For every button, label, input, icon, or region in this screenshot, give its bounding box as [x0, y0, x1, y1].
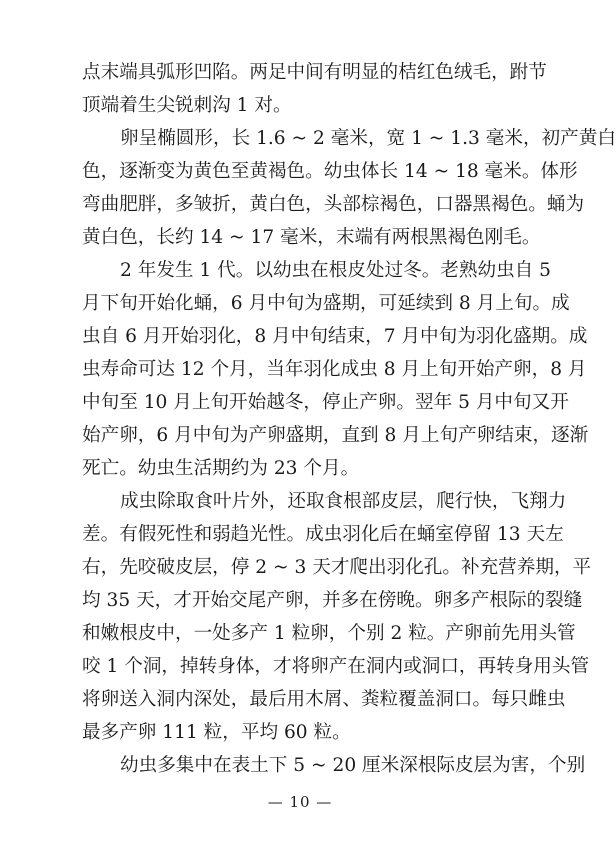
text-line: 卵呈椭圆形，长 1.6 ~ 2 毫米，宽 1 ~ 1.3 毫米，初产黄白	[120, 128, 616, 149]
text-line: 黄白色，长约 14 ~ 17 毫米，末端有两根黑褐色刚毛。	[82, 227, 541, 248]
text-line: 均 35 天，才开始交尾产卵，并多在傍晚。卵多产根际的裂缝	[82, 590, 583, 611]
page-number: — 10 —	[267, 793, 333, 811]
text-line: 和嫩根皮中，一处多产 1 粒卵，个别 2 粒。产卵前先用头管	[82, 623, 576, 644]
document-body	[82, 56, 616, 782]
text-line: 2 年发生 1 代。以幼虫在根皮处过冬。老熟幼虫自 5	[120, 260, 552, 281]
text-line: 色，逐渐变为黄色至黄褐色。幼虫体长 14 ~ 18 毫米。体形	[82, 161, 578, 182]
paragraph-3	[82, 254, 589, 485]
text-line: 始产卵，6 月中旬为产卵盛期，直到 8 月上旬产卵结束，逐渐	[82, 425, 589, 446]
text-line: 成虫除取食叶片外，还取食根部皮层，爬行快，飞翔力	[120, 491, 567, 512]
text-line: 幼虫多集中在表土下 5 ~ 20 厘米深根际皮层为害，个别	[120, 755, 586, 776]
text-line: 右，先咬破皮层，停 2 ~ 3 天才爬出羽化孔。补充营养期，平	[82, 557, 592, 578]
paragraph-2	[82, 122, 616, 254]
text-line: 虫自 6 月开始羽化，8 月中旬结束，7 月中旬为羽化盛期。成	[82, 326, 588, 347]
text-line: 月下旬开始化蛹，6 月中旬为盛期，可延续到 8 月上旬。成	[82, 293, 570, 314]
text-line: 顶端着生尖锐刺沟 1 对。	[82, 95, 292, 116]
text-line: 差。有假死性和弱趋光性。成虫羽化后在蛹室停留 13 天左	[82, 524, 564, 545]
paragraph-1	[82, 56, 547, 122]
text-line: 死亡。幼虫生活期约为 23 个月。	[82, 458, 360, 479]
text-line: 咬 1 个洞，掉转身体，才将卵产在洞内或洞口，再转身用头管	[82, 656, 590, 677]
text-line: 虫寿命可达 12 个月，当年羽化成虫 8 月上旬开始产卵，8 月	[82, 359, 587, 380]
paragraph-4	[82, 485, 592, 749]
text-line: 点末端具弧形凹陷。两足中间有明显的桔红色绒毛，跗节	[82, 62, 547, 83]
text-line: 最多产卵 111 粒，平均 60 粒。	[82, 722, 351, 743]
paragraph-5	[82, 749, 586, 782]
text-line: 中旬至 10 月上旬开始越冬，停止产卵。翌年 5 月中旬又开	[82, 392, 569, 413]
text-line: 将卵送入洞内深处，最后用木屑、粪粒覆盖洞口。每只雌虫	[82, 689, 566, 710]
text-line: 弯曲肥胖，多皱折，黄白色，头部棕褐色，口器黑褐色。蛹为	[82, 194, 585, 215]
